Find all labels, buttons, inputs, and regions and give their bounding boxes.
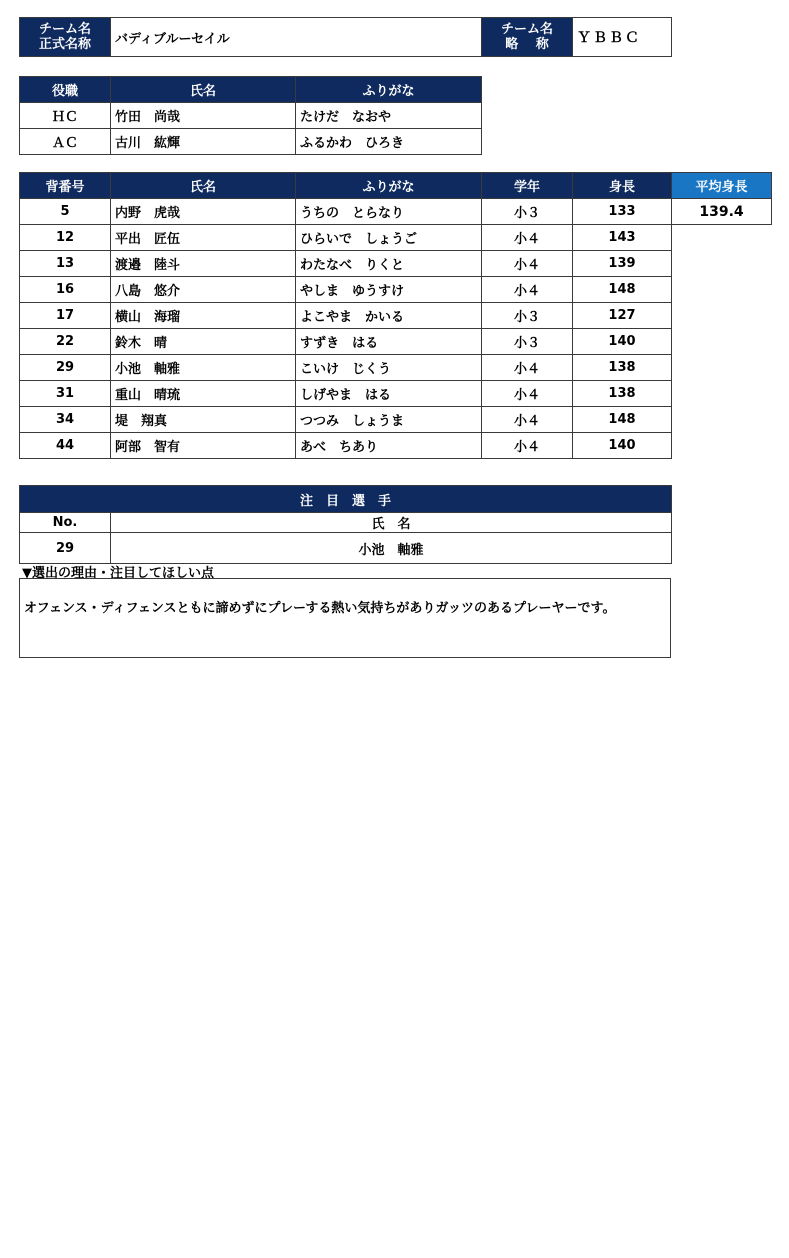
player-grade: 小４: [482, 225, 573, 251]
player-name: 小池 軸雅: [111, 355, 296, 381]
player-name: 八島 悠介: [111, 277, 296, 303]
player-row: [20, 277, 772, 303]
players-header-kana: ふりがな: [296, 173, 482, 199]
player-kana: よこやま かいる: [296, 303, 482, 329]
player-kana: うちの とらなり: [296, 199, 482, 225]
staff-header-name: 氏名: [111, 77, 296, 103]
average-height-label: 平均身長: [672, 173, 772, 199]
empty-cell: [672, 329, 772, 355]
player-kana: つつみ しょうま: [296, 407, 482, 433]
focus-player-number: 29: [20, 533, 111, 564]
player-kana: やしま ゆうすけ: [296, 277, 482, 303]
team-abbr-label-line2: 略 称: [505, 37, 549, 52]
player-row: [20, 407, 772, 433]
player-number: 17: [20, 303, 111, 329]
players-header-name: 氏名: [111, 173, 296, 199]
empty-cell: [672, 355, 772, 381]
team-info-table: [19, 17, 672, 57]
team-abbr-label-line1: チーム名: [500, 22, 553, 37]
staff-name: 竹田 尚哉: [111, 103, 296, 129]
player-number: 31: [20, 381, 111, 407]
empty-cell: [672, 251, 772, 277]
reason-box: [19, 578, 671, 658]
player-number: 29: [20, 355, 111, 381]
staff-kana: ふるかわ ひろき: [296, 129, 482, 155]
player-grade: 小４: [482, 407, 573, 433]
player-name: 渡邉 陸斗: [111, 251, 296, 277]
focus-player-name: 小池 軸雅: [111, 533, 672, 564]
player-kana: すずき はる: [296, 329, 482, 355]
player-number: 5: [20, 199, 111, 225]
empty-cell: [672, 433, 772, 459]
players-table: [19, 172, 772, 459]
player-number: 44: [20, 433, 111, 459]
focus-name-header: 氏 名: [111, 513, 672, 533]
empty-cell: [672, 407, 772, 433]
player-name: 平出 匠伍: [111, 225, 296, 251]
player-name: 鈴木 晴: [111, 329, 296, 355]
player-row: [20, 329, 772, 355]
player-number: 12: [20, 225, 111, 251]
players-header-number: 背番号: [20, 173, 111, 199]
player-row: [20, 433, 772, 459]
player-kana: しげやま はる: [296, 381, 482, 407]
player-height: 148: [573, 407, 672, 433]
player-number: 22: [20, 329, 111, 355]
staff-row: [20, 129, 482, 155]
player-row: [20, 303, 772, 329]
player-number: 34: [20, 407, 111, 433]
player-row: [20, 251, 772, 277]
staff-kana: たけだ なおや: [296, 103, 482, 129]
player-number: 13: [20, 251, 111, 277]
player-height: 140: [573, 433, 672, 459]
focus-no-header: No.: [20, 513, 111, 533]
players-header-height: 身長: [573, 173, 672, 199]
staff-header-role: 役職: [20, 77, 111, 103]
player-kana: こいけ じくう: [296, 355, 482, 381]
reason-label: ▼選出の理由・注目してほしい点: [22, 566, 214, 581]
staff-table: [19, 76, 482, 155]
player-height: 133: [573, 199, 672, 225]
team-name-label: [20, 18, 111, 57]
player-kana: わたなべ りくと: [296, 251, 482, 277]
player-height: 127: [573, 303, 672, 329]
staff-role: ＡＣ: [20, 129, 111, 155]
player-row: [20, 355, 772, 381]
empty-cell: [672, 381, 772, 407]
player-row: [20, 199, 772, 225]
player-grade: 小３: [482, 303, 573, 329]
staff-role: ＨＣ: [20, 103, 111, 129]
focus-title: 注 目 選 手: [20, 486, 672, 513]
team-name-label-line2: 正式名称: [38, 37, 91, 52]
player-grade: 小３: [482, 329, 573, 355]
player-row: [20, 225, 772, 251]
reason-text: オフェンス・ディフェンスともに諦めずにプレーする熱い気持ちがありガッツのあるプレーヤーです。: [24, 601, 616, 616]
player-height: 138: [573, 381, 672, 407]
team-abbr-value: ＹＢＢＣ: [573, 18, 672, 57]
team-name-value: バディブルーセイル: [111, 18, 482, 57]
empty-cell: [672, 225, 772, 251]
staff-row: [20, 103, 482, 129]
empty-cell: [672, 277, 772, 303]
player-name: 堤 翔真: [111, 407, 296, 433]
player-kana: ひらいで しょうご: [296, 225, 482, 251]
player-name: 阿部 智有: [111, 433, 296, 459]
player-grade: 小４: [482, 355, 573, 381]
player-name: 内野 虎哉: [111, 199, 296, 225]
team-name-label-line1: チーム名: [38, 22, 91, 37]
player-name: 重山 晴琉: [111, 381, 296, 407]
player-grade: 小４: [482, 381, 573, 407]
player-kana: あべ ちあり: [296, 433, 482, 459]
player-grade: 小４: [482, 433, 573, 459]
staff-header-kana: ふりがな: [296, 77, 482, 103]
player-height: 140: [573, 329, 672, 355]
team-abbr-label: [482, 18, 573, 57]
player-height: 138: [573, 355, 672, 381]
staff-name: 古川 紘輝: [111, 129, 296, 155]
player-height: 139: [573, 251, 672, 277]
player-height: 143: [573, 225, 672, 251]
average-height-value: 139.4: [672, 199, 772, 225]
empty-cell: [672, 303, 772, 329]
player-row: [20, 381, 772, 407]
player-grade: 小３: [482, 199, 573, 225]
player-number: 16: [20, 277, 111, 303]
player-grade: 小４: [482, 277, 573, 303]
player-name: 横山 海瑠: [111, 303, 296, 329]
player-height: 148: [573, 277, 672, 303]
players-header-grade: 学年: [482, 173, 573, 199]
player-grade: 小４: [482, 251, 573, 277]
focus-player-table: [19, 485, 672, 564]
